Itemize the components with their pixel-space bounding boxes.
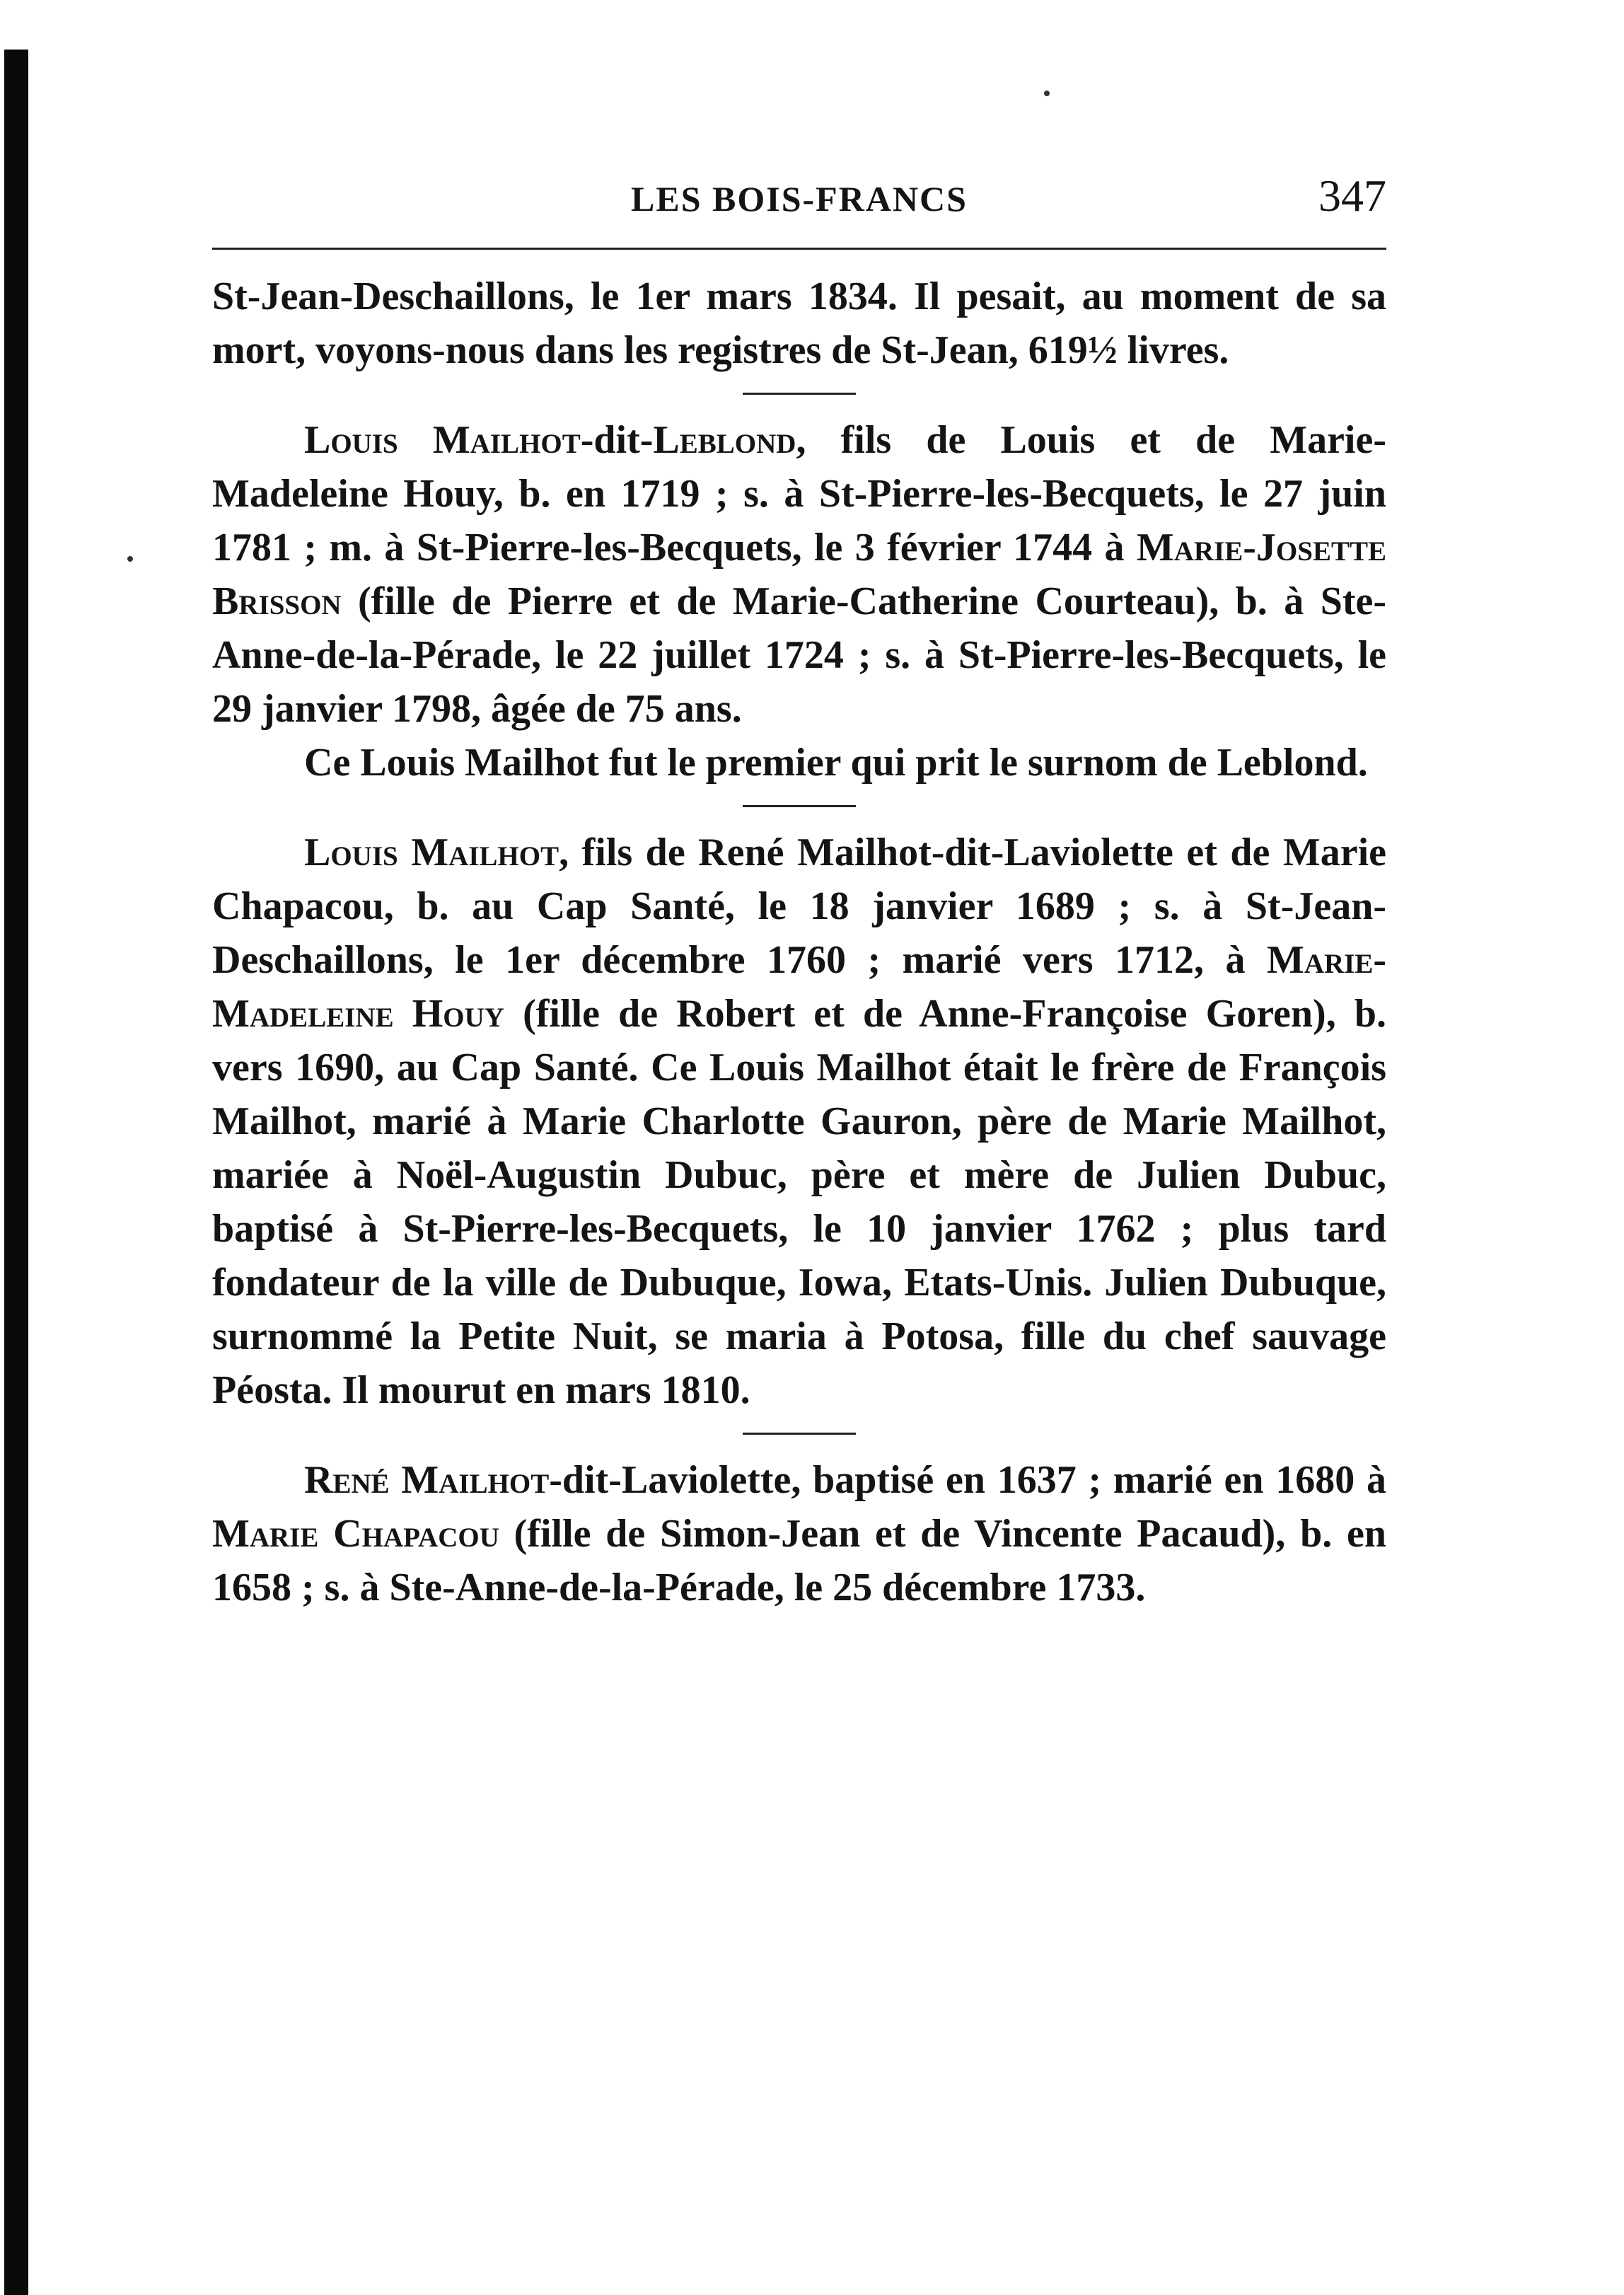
spouse-name: Marie-Madeleine Houy	[212, 938, 1386, 1036]
entry-louis-mailhot	[212, 826, 1386, 1417]
person-name: Louis Mailhot	[304, 831, 559, 874]
entry-text: (fille de Robert et de Anne-Françoise Goren), b. vers 1690, au Cap Santé. Ce Louis Mailhot était le frère de François Mailhot, marié à Marie Charlotte Gauron, père de Marie Mailhot, mariée à Noël-Augustin Dubuc, père et mère de Julien Dubuc, baptisé à St-Pierre-les-Becquets, le 10 janvier 1762 ; plus tard fondateur de la ville de Dubuque, Iowa, Etats-Unis. Julien Dubuque, surnommé la Petite Nuit, se maria à Potosa, fille du chef sauvage Péosta. Il mourut en mars 1810.	[212, 992, 1386, 1412]
person-surname: Leblond	[653, 418, 796, 462]
section-separator	[743, 805, 856, 807]
person-name: René Mailhot	[304, 1458, 550, 1502]
paragraph-note: Ce Louis Mailhot fut le premier qui prit le surnom de Leblond.	[304, 741, 1368, 785]
section-separator	[743, 1433, 856, 1435]
page-number: 347	[1318, 170, 1386, 221]
entry-text: , fils de René Mailhot-dit-Laviolette et de Marie Chapacou, b. au Cap Santé, le 18 janvier 1689 ; s. à St-Jean-Deschaillons, le 1er décembre 1760 ; marié vers 1712, à	[212, 831, 1386, 982]
entry-louis-mailhot-leblond	[212, 413, 1386, 736]
scan-speck	[127, 556, 133, 562]
entry-text: -dit-Laviolette, baptisé en 1637 ; marié en 1680 à	[549, 1458, 1386, 1502]
header-rule	[212, 248, 1386, 250]
section-separator	[743, 393, 856, 395]
scan-speck	[1044, 91, 1050, 96]
book-page	[212, 170, 1386, 1614]
entry-text: (fille de Pierre et de Marie-Catherine Courteau), b. à Ste-Anne-de-la-Pérade, le 22 juillet 1724 ; s. à St-Pierre-les-Becquets, le 29 janvier 1798, âgée de 75 ans.	[212, 579, 1386, 731]
running-title: LES BOIS-FRANCS	[631, 179, 968, 219]
entry-text: (fille de Simon-Jean et de Vincente Pacaud), b. en 1658 ; s. à Ste-Anne-de-la-Pérade, le 25 décembre 1733.	[212, 1512, 1386, 1609]
spouse-name: Marie Chapacou	[212, 1512, 499, 1556]
scan-edge-shadow	[4, 50, 28, 2295]
name-connector: -dit-	[580, 418, 654, 462]
entry-rene-mailhot	[212, 1453, 1386, 1614]
running-head	[212, 170, 1386, 233]
paragraph-continuation: St-Jean-Deschaillons, le 1er mars 1834. Il pesait, au moment de sa mort, voyons-nous dans les registres de St-Jean, 619½ livres.	[212, 274, 1386, 372]
person-name: Louis Mailhot	[304, 418, 581, 462]
spouse-name: Marie-Josette Brisson	[212, 526, 1386, 623]
entry-text: , fils de Louis et de Marie-Madeleine Houy, b. en 1719 ; s. à St-Pierre-les-Becquets, le 27 juin 1781 ; m. à St-Pierre-les-Becquets, le 3 février 1744 à	[212, 418, 1386, 570]
